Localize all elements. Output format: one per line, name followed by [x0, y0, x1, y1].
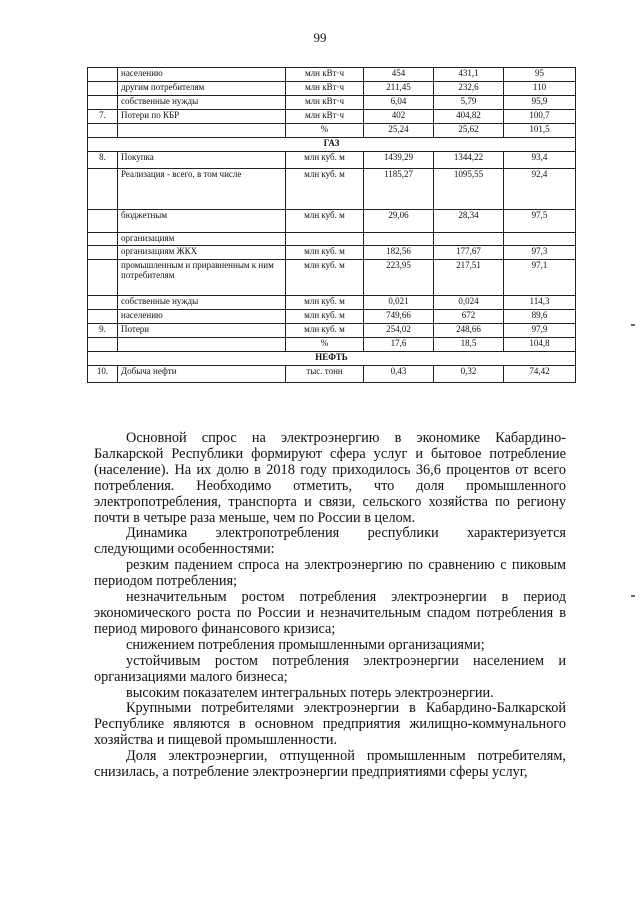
value-percent: 97,5 — [504, 210, 576, 233]
value-2019 — [434, 233, 504, 246]
row-name: собственные нужды — [118, 96, 286, 110]
value-2019: 177,67 — [434, 246, 504, 260]
table-row — [88, 246, 576, 260]
row-unit: млн куб. м — [286, 324, 364, 338]
row-number — [88, 68, 118, 82]
row-number — [88, 246, 118, 260]
value-2018: 211,45 — [364, 82, 434, 96]
row-unit: млн куб. м — [286, 169, 364, 210]
section-row — [88, 138, 576, 152]
value-percent — [504, 233, 576, 246]
table-row — [88, 366, 576, 383]
row-unit: % — [286, 124, 364, 138]
row-number: 8. — [88, 152, 118, 169]
row-unit: % — [286, 338, 364, 352]
value-percent: 93,4 — [504, 152, 576, 169]
value-2018: 1439,29 — [364, 152, 434, 169]
table-row — [88, 169, 576, 210]
body-text — [94, 431, 566, 781]
row-number — [88, 338, 118, 352]
value-percent: 100,7 — [504, 110, 576, 124]
value-2019: 0,024 — [434, 296, 504, 310]
value-2018: 749,66 — [364, 310, 434, 324]
value-2019: 248,66 — [434, 324, 504, 338]
row-number: 9. — [88, 324, 118, 338]
value-2019: 672 — [434, 310, 504, 324]
value-2019: 5,79 — [434, 96, 504, 110]
row-number: 7. — [88, 110, 118, 124]
value-percent: 97,3 — [504, 246, 576, 260]
row-name: Реализация - всего, в том числе — [118, 169, 286, 210]
row-name: Добыча нефти — [118, 366, 286, 383]
row-number: 10. — [88, 366, 118, 383]
value-percent: 92,4 — [504, 169, 576, 210]
table-row — [88, 310, 576, 324]
row-number — [88, 82, 118, 96]
value-2018: 454 — [364, 68, 434, 82]
section-row — [88, 352, 576, 366]
row-unit: млн куб. м — [286, 152, 364, 169]
value-2018: 0,021 — [364, 296, 434, 310]
row-name: промышленным и приравненным к ним потребителям — [118, 260, 286, 296]
value-percent: 114,3 — [504, 296, 576, 310]
value-2019: 18,5 — [434, 338, 504, 352]
list-item-paragraph: устойчивым ростом потребления электроэнергии населением и организациями малого бизнеса; — [94, 652, 566, 685]
value-2018: 254,02 — [364, 324, 434, 338]
value-2019: 217,51 — [434, 260, 504, 296]
value-2018: 223,95 — [364, 260, 434, 296]
row-number — [88, 296, 118, 310]
row-name: организациям — [118, 233, 286, 246]
energy-balance-table — [87, 67, 576, 383]
value-2019: 1095,55 — [434, 169, 504, 210]
value-2019: 25,62 — [434, 124, 504, 138]
margin-mark — [631, 595, 635, 597]
table-row — [88, 110, 576, 124]
row-name: Потери — [118, 324, 286, 338]
value-2019: 1344,22 — [434, 152, 504, 169]
row-unit — [286, 233, 364, 246]
row-name: другим потребителям — [118, 82, 286, 96]
paragraph: Крупными потребителями электроэнергии в Кабардино-Балкарской Республике являются в основном предприятия жилищно-коммунального хозяйства и пищевой промышленности. — [94, 700, 566, 749]
row-number — [88, 310, 118, 324]
row-unit: млн кВт·ч — [286, 82, 364, 96]
value-2019: 404,82 — [434, 110, 504, 124]
row-unit: тыс. тонн — [286, 366, 364, 383]
row-unit: млн куб. м — [286, 296, 364, 310]
paragraph: Основной спрос на электроэнергию в экономике Кабардино-Балкарской Республики формируют сфера услуг и бытовое потребление (население). На их долю в 2018 году приходилось 36,6 процентов от всего потребления. Необходимо отметить, что доля промышленного электропотребления, транспорта и связи, сельского хозяйства по региону почти в четыре раза меньше, чем по России в целом. — [94, 430, 566, 526]
table-body — [88, 68, 576, 383]
table-row — [88, 124, 576, 138]
table-row — [88, 68, 576, 82]
value-percent: 89,6 — [504, 310, 576, 324]
value-2019: 0,32 — [434, 366, 504, 383]
row-unit: млн кВт·ч — [286, 96, 364, 110]
row-name — [118, 338, 286, 352]
value-percent: 95 — [504, 68, 576, 82]
list-item-paragraph: снижением потребления промышленными организациями; — [126, 636, 485, 653]
value-2018: 182,56 — [364, 246, 434, 260]
row-number — [88, 96, 118, 110]
row-name: Покупка — [118, 152, 286, 169]
value-percent: 97,1 — [504, 260, 576, 296]
value-percent: 95,9 — [504, 96, 576, 110]
value-2018: 402 — [364, 110, 434, 124]
table-row — [88, 338, 576, 352]
row-number — [88, 169, 118, 210]
section-header: ГАЗ — [88, 138, 576, 152]
section-header: НЕФТЬ — [88, 352, 576, 366]
paragraph: Доля электроэнергии, отпущенной промышленным потребителям, снизилась, а потребление электроэнергии предприятиями сферы услуг, — [94, 748, 566, 781]
row-number — [88, 233, 118, 246]
value-2019: 28,34 — [434, 210, 504, 233]
table-row — [88, 324, 576, 338]
row-name: бюджетным — [118, 210, 286, 233]
value-2018: 17,6 — [364, 338, 434, 352]
value-percent: 97,9 — [504, 324, 576, 338]
row-name: населению — [118, 310, 286, 324]
table-row — [88, 233, 576, 246]
row-unit: млн куб. м — [286, 260, 364, 296]
value-2018: 1185,27 — [364, 169, 434, 210]
row-name — [118, 124, 286, 138]
value-2018: 6,04 — [364, 96, 434, 110]
value-percent: 74,42 — [504, 366, 576, 383]
table-row — [88, 296, 576, 310]
row-name: населению — [118, 68, 286, 82]
page-number: 99 — [313, 30, 327, 45]
value-2019: 431,1 — [434, 68, 504, 82]
paragraph: Динамика электропотребления республики характеризуется следующими особенностями: — [94, 525, 566, 558]
row-number — [88, 124, 118, 138]
value-percent: 101,5 — [504, 124, 576, 138]
row-number — [88, 260, 118, 296]
table-row — [88, 260, 576, 296]
value-percent: 110 — [504, 82, 576, 96]
value-2018: 29,06 — [364, 210, 434, 233]
list-item-paragraph: незначительным ростом потребления электроэнергии в период экономического роста по России и незначительным спадом потребления в период мирового финансового кризиса; — [94, 589, 566, 637]
row-name: собственные нужды — [118, 296, 286, 310]
row-number — [88, 210, 118, 233]
row-name: организациям ЖКХ — [118, 246, 286, 260]
value-2018 — [364, 233, 434, 246]
value-2018: 25,24 — [364, 124, 434, 138]
row-unit: млн куб. м — [286, 246, 364, 260]
list-item-paragraph: высоким показателем интегральных потерь электроэнергии. — [126, 684, 494, 701]
row-unit: млн куб. м — [286, 310, 364, 324]
value-2018: 0,43 — [364, 366, 434, 383]
row-unit: млн кВт·ч — [286, 68, 364, 82]
table-row — [88, 210, 576, 233]
value-2019: 232,6 — [434, 82, 504, 96]
list-item-paragraph: резким падением спроса на электроэнергию по сравнению с пиковым периодом потребления; — [94, 557, 566, 590]
margin-mark — [631, 324, 635, 326]
row-name: Потери по КБР — [118, 110, 286, 124]
table-row — [88, 152, 576, 169]
value-percent: 104,8 — [504, 338, 576, 352]
row-unit: млн куб. м — [286, 210, 364, 233]
row-unit: млн кВт·ч — [286, 110, 364, 124]
table-row — [88, 82, 576, 96]
table-row — [88, 96, 576, 110]
